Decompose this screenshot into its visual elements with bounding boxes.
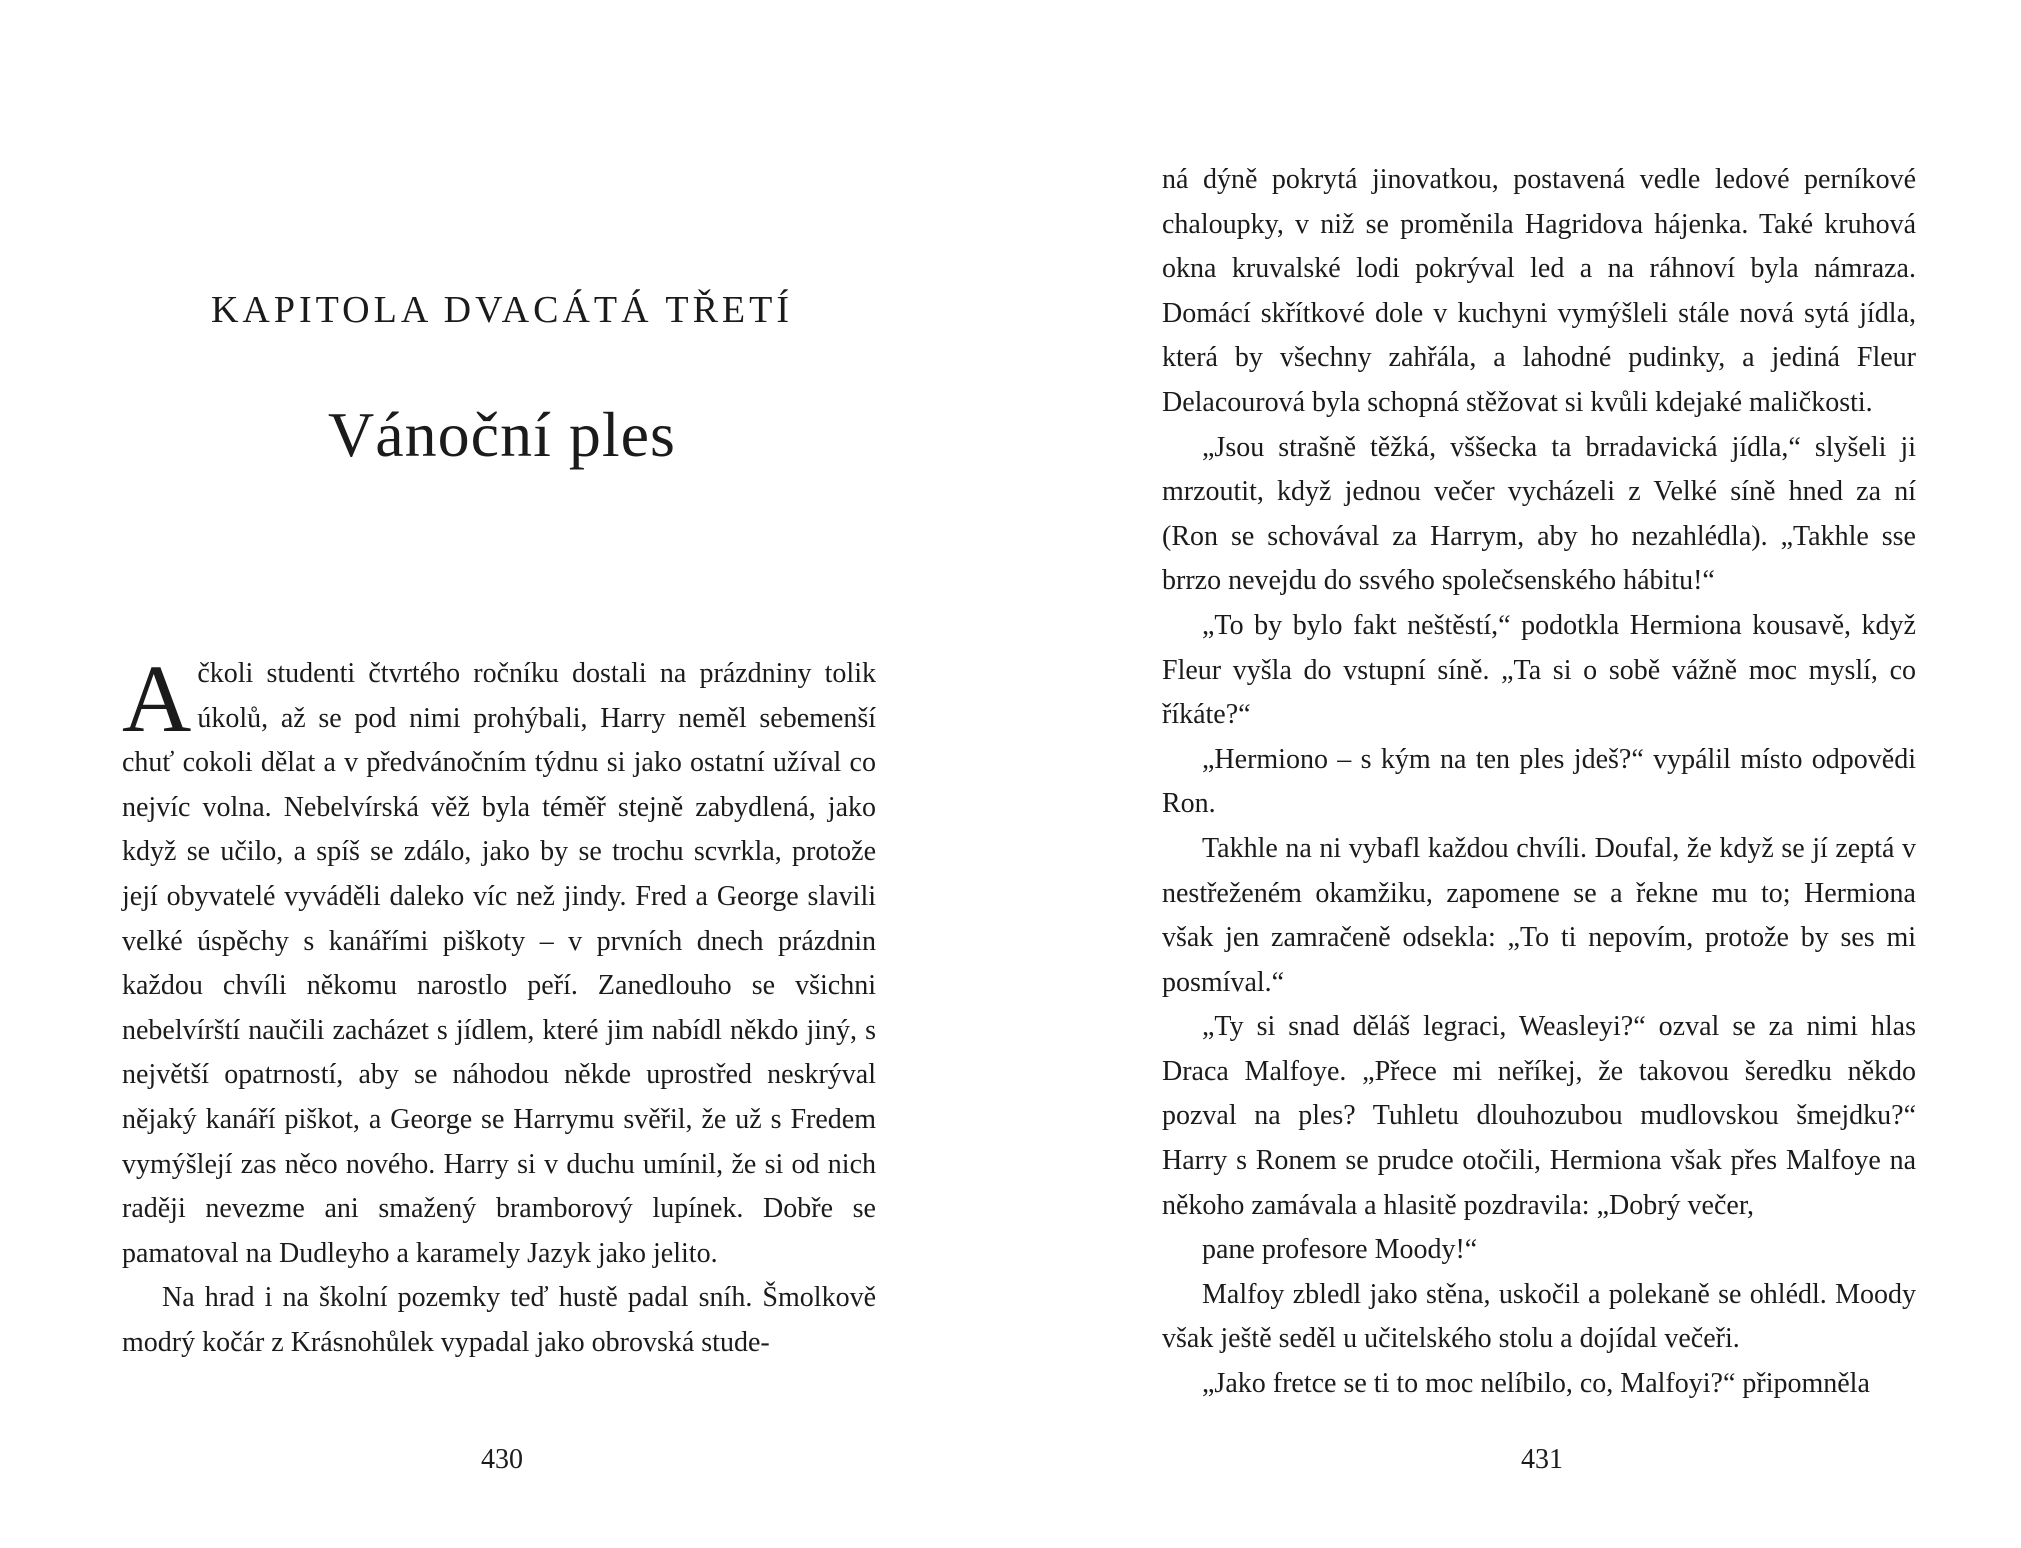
right-page [1162,0,1922,1548]
drop-cap: A [122,645,192,752]
paragraph [122,645,876,1276]
paragraph: Malfoy zbledl jako stěna, uskočil a polekaně se ohlédl. Moody však ještě seděl u učitelského stolu a dojídal večeři. [1162,1278,1916,1355]
left-body-text [122,645,876,1366]
paragraph: „Ty si snad děláš legraci, Weasleyi?“ ozval se za nimi hlas Draca Malfoye. „Přece mi neříkej, že takovou šeredku někdo pozval na ples? Tuhletu dlouhozubou mudlovskou šmejdku?“ Harry s Ronem se prudce otočili, Hermiona však přes Malfoye na někoho zamávala a hlasitě pozdravila: „Dobrý večer, [1162,1011,1916,1221]
left-page [122,0,882,1548]
paragraph: „Jako fretce se ti to moc nelíbilo, co, Malfoyi?“ připomněla [1202,1368,1870,1400]
paragraph-text: čkoli studenti čtvrtého ročníku dostali na prázdniny tolik úkolů, až se pod nimi prohýbali, Harry neměl sebemenší chuť cokoli dělat a v předvánočním týdnu si jako ostatní užíval co nejvíc volna. Nebelvírská věž byla téměř stejně zabydlená, jako když se učilo, a spíš se zdálo, jako by se trochu scvrkla, protože její obyvatelé vyváděli daleko víc než jindy. Fred a George slavili velké úspěchy s kanářími piškoty – v prvních dnech prázdnin každou chvíli někomu narostlo peří. Zanedlouho se všichni nebelvírští naučili zacházet s jídlem, které jim nabídl někdo jiný, s největší opatrností, aby se náhodou někde uprostřed neskrýval nějaký kanáří piškot, a George se Harrymu svěřil, že už s Fredem vymýšlejí zas něco nového. Harry si v duchu umínil, že si od nich raději nevezme ani smažený bramborový lupínek. Dobře se pamatoval na Dudleyho a karamely Jazyk jako jelito. [122,658,876,1269]
paragraph: „Jsou strašně těžká, vššecka ta brradavická jídla,“ slyšeli ji mrzoutit, když jednou večer vycházeli z Velké síně hned za ní (Ron se schovával za Harrym, aby ho nezahlédla). „Takhle sse brrzo nevejdu do ssvého společsenského hábitu!“ [1162,431,1916,597]
right-body-text [1162,158,1916,1407]
page-number: 431 [1521,1444,1563,1475]
paragraph: „Hermiono – s kým na ten ples jdeš?“ vypálil místo odpovědi Ron. [1162,743,1916,820]
paragraph: pane profesore Moody!“ [1202,1234,1478,1266]
paragraph: „To by bylo fakt neštěstí,“ podotkla Hermiona kousavě, když Fleur vyšla do vstupní síně. „Ta si o sobě vážně moc myslí, co říkáte?“ [1162,609,1916,731]
page-number: 430 [481,1444,523,1475]
chapter-label: KAPITOLA DVACÁTÁ TŘETÍ [210,289,794,331]
paragraph: Na hrad i na školní pozemky teď hustě padal sníh. Šmolkově modrý kočár z Krásnohůlek vypadal jako obrovská stude- [122,1282,876,1358]
paragraph: Takhle na ni vybafl každou chvíli. Doufal, že když se jí zeptá v nestřeženém okamžiku, zapomene se a řekne mu to; Hermiona však jen zamračeně odsekla: „To ti nepovím, protože by ses mi posmíval.“ [1162,832,1916,998]
paragraph: ná dýně pokrytá jinovatkou, postavená vedle ledové perníkové chaloupky, v niž se proměnila Hagridova hájenka. Také kruhová okna kruvalské lodi pokrýval led a na ráhnoví byla námraza. Domácí skřítkové dole v kuchyni vymýšleli stále nová sytá jídla, která by všechny zahřála, a lahodné pudinky, a jediná Fleur Delacourová byla schopná stěžovat si kvůli kdejaké maličkosti. [1162,164,1916,418]
chapter-title: Vánoční ples [328,399,676,470]
